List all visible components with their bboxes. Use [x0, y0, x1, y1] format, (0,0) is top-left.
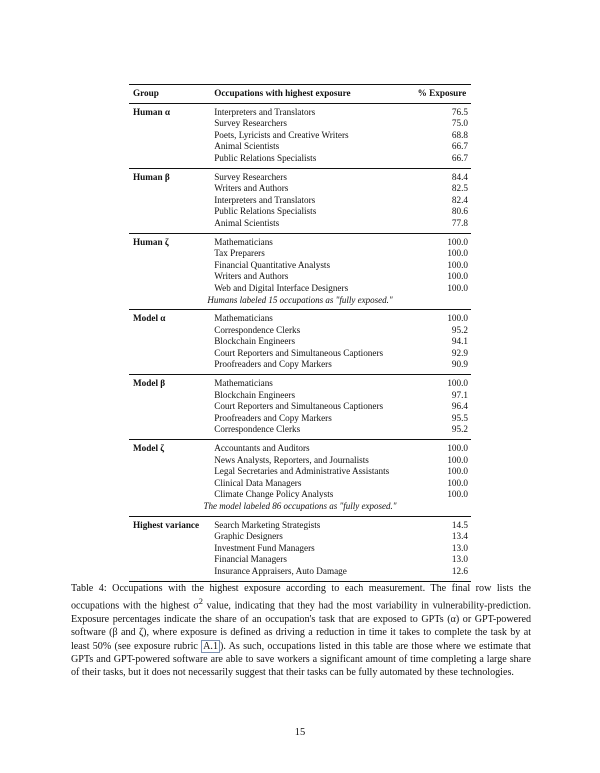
table-row	[129, 348, 471, 360]
group-label	[129, 141, 214, 153]
table-row	[129, 413, 471, 425]
group-label	[129, 554, 214, 566]
group-label: Human β	[133, 171, 170, 182]
occupation-cell: Proofreaders and Copy Markers	[214, 359, 332, 370]
table-row	[129, 168, 471, 183]
table-header-row	[129, 85, 471, 104]
group-label	[129, 466, 214, 478]
exposure-cell: 100.0	[447, 259, 468, 270]
exposure-cell: 95.5	[451, 412, 468, 423]
exposure-cell: 100.0	[447, 271, 468, 282]
group-label	[129, 566, 214, 581]
caption-text-2: value, indicating that they had the most variability in vulnerability-prediction. Exposure percentages indicate the share of an occupation's task that are exposed to GPTs (α) or GPT-powered software (β and ζ), where exposure is defined as driving a reduction in time it takes to complete the task by at least 50% (see exposure rubric	[71, 600, 531, 652]
exposure-cell: 95.2	[451, 424, 468, 435]
occupation-cell: Legal Secretaries and Administrative Assistants	[214, 466, 390, 477]
occupation-cell: Survey Researchers	[214, 118, 287, 129]
group-label	[129, 455, 214, 467]
occupation-cell: Poets, Lyricists and Creative Writers	[214, 129, 349, 140]
occupation-cell: Blockchain Engineers	[214, 389, 296, 400]
group-label	[129, 413, 214, 425]
table-row	[129, 424, 471, 439]
table-row	[129, 325, 471, 337]
occupation-cell: Public Relations Specialists	[214, 152, 317, 163]
group-label	[129, 130, 214, 142]
table-row	[129, 248, 471, 260]
exposure-cell: 13.0	[451, 542, 468, 553]
occupation-cell: Public Relations Specialists	[214, 206, 317, 217]
occupation-cell: Correspondence Clerks	[214, 324, 301, 335]
group-label	[129, 195, 214, 207]
table-group	[129, 310, 471, 375]
group-label	[129, 325, 214, 337]
occupation-cell: Survey Researchers	[214, 171, 287, 182]
table-row	[129, 218, 471, 233]
group-label	[129, 478, 214, 490]
table-row	[129, 206, 471, 218]
table-row	[129, 543, 471, 555]
occupation-cell: Web and Digital Interface Designers	[214, 282, 349, 293]
table-row	[129, 153, 471, 168]
exposure-cell: 68.8	[451, 129, 468, 140]
occupation-cell: Court Reporters and Simultaneous Captioners	[214, 347, 384, 358]
group-label: Highest variance	[133, 519, 200, 530]
exposure-cell: 82.5	[451, 183, 468, 194]
table-row	[129, 375, 471, 390]
group-label	[129, 543, 214, 555]
exposure-cell: 14.5	[451, 519, 468, 530]
exposure-cell: 92.9	[451, 347, 468, 358]
occupation-cell: Interpreters and Translators	[214, 194, 316, 205]
occupation-cell: Graphic Designers	[214, 531, 283, 542]
exposure-cell: 12.6	[451, 565, 468, 576]
table-row	[129, 336, 471, 348]
exposure-cell: 80.6	[451, 206, 468, 217]
table-group	[129, 375, 471, 440]
occupation-cell: Blockchain Engineers	[214, 336, 296, 347]
group-label: Human ζ	[133, 236, 169, 247]
exposure-cell: 94.1	[451, 336, 468, 347]
caption-text-1: Table 4: Occupations with the highest exposure according to each measurement. The final row lists the occupations with the highest σ	[71, 583, 531, 612]
group-label	[129, 248, 214, 260]
occupation-cell: Animal Scientists	[214, 217, 280, 228]
exposure-cell: 90.9	[451, 359, 468, 370]
table-group	[129, 233, 471, 310]
occupation-cell: Animal Scientists	[214, 141, 280, 152]
occupation-cell: Mathematicians	[214, 378, 273, 389]
header-group: Group	[133, 88, 159, 98]
occupation-cell: Financial Managers	[214, 554, 287, 565]
exposure-cell: 100.0	[447, 248, 468, 259]
group-note-row	[129, 295, 471, 310]
group-label	[129, 283, 214, 295]
occupation-cell: Mathematicians	[214, 313, 273, 324]
header-occupations: Occupations with highest exposure	[214, 88, 351, 98]
group-label	[129, 390, 214, 402]
exposure-cell: 100.0	[447, 282, 468, 293]
group-label	[129, 118, 214, 130]
exposure-cell: 84.4	[451, 171, 468, 182]
table-row	[129, 233, 471, 248]
table-row	[129, 103, 471, 118]
group-label	[129, 424, 214, 439]
occupation-cell: Clinical Data Managers	[214, 477, 302, 488]
exposure-cell: 100.0	[447, 236, 468, 247]
table-row	[129, 359, 471, 374]
table-row	[129, 130, 471, 142]
table-row	[129, 260, 471, 272]
group-label	[129, 271, 214, 283]
group-label	[129, 401, 214, 413]
group-label: Human α	[133, 106, 171, 117]
exposure-cell: 13.4	[451, 531, 468, 542]
group-label	[129, 218, 214, 233]
occupation-cell: Accountants and Auditors	[214, 443, 310, 454]
occupation-cell: Search Marketing Strategists	[214, 519, 321, 530]
group-label: Model α	[133, 313, 166, 324]
group-label	[129, 531, 214, 543]
group-label	[129, 336, 214, 348]
group-note-row	[129, 501, 471, 516]
rubric-reference-link[interactable]: A.1	[203, 640, 218, 652]
page-number: 15	[294, 727, 306, 738]
exposure-cell: 96.4	[451, 401, 468, 412]
header-exposure: % Exposure	[417, 88, 467, 98]
group-label	[129, 359, 214, 374]
table-group	[129, 516, 471, 581]
occupation-cell: Writers and Authors	[214, 183, 289, 194]
table-row	[129, 271, 471, 283]
exposure-cell: 100.0	[447, 443, 468, 454]
exposure-cell: 66.7	[451, 152, 468, 163]
exposure-cell: 100.0	[447, 378, 468, 389]
table-row	[129, 516, 471, 531]
exposure-cell: 100.0	[447, 477, 468, 488]
group-label	[129, 153, 214, 168]
occupation-cell: Writers and Authors	[214, 271, 289, 282]
exposure-cell: 75.0	[451, 118, 468, 129]
exposure-cell: 100.0	[447, 454, 468, 465]
group-label: Model ζ	[133, 443, 165, 454]
exposure-cell: 100.0	[447, 313, 468, 324]
table-caption	[71, 582, 531, 679]
group-label	[129, 183, 214, 195]
occupation-cell: Tax Preparers	[214, 248, 265, 259]
caption-superscript: 2	[198, 597, 203, 607]
table-row	[129, 455, 471, 467]
table-row	[129, 141, 471, 153]
occupation-cell: Insurance Appraisers, Auto Damage	[214, 565, 347, 576]
group-note: The model labeled 86 occupations as "fully exposed."	[203, 501, 397, 511]
occupation-cell: News Analysts, Reporters, and Journalists	[214, 454, 369, 465]
group-label	[129, 260, 214, 272]
occupation-cell: Climate Change Policy Analysts	[214, 489, 334, 500]
occupation-cell: Mathematicians	[214, 236, 273, 247]
group-label	[129, 206, 214, 218]
table-row	[129, 390, 471, 402]
exposure-cell: 82.4	[451, 194, 468, 205]
occupation-cell: Investment Fund Managers	[214, 542, 315, 553]
table-row	[129, 554, 471, 566]
table-row	[129, 195, 471, 207]
table-row	[129, 566, 471, 581]
exposure-table	[129, 84, 471, 582]
caption-text-3: ). As such, occupations listed in this table are those where we estimate that GPTs and GPT-powered software are able to save workers a significant amount of time completing a large share of their tasks, but it does not necessarily suggest that their tasks can be fully automated by these technologies.	[71, 640, 531, 679]
exposure-cell: 100.0	[447, 489, 468, 500]
exposure-cell: 66.7	[451, 141, 468, 152]
exposure-cell: 13.0	[451, 554, 468, 565]
occupation-cell: Interpreters and Translators	[214, 106, 316, 117]
exposure-cell: 77.8	[451, 217, 468, 228]
table-row	[129, 531, 471, 543]
exposure-cell: 97.1	[451, 389, 468, 400]
table-row	[129, 440, 471, 455]
group-label: Model β	[133, 378, 166, 389]
occupation-cell: Court Reporters and Simultaneous Captioners	[214, 401, 384, 412]
table-row	[129, 183, 471, 195]
exposure-cell: 100.0	[447, 466, 468, 477]
table-row	[129, 401, 471, 413]
table-row	[129, 466, 471, 478]
occupation-cell: Proofreaders and Copy Markers	[214, 412, 332, 423]
occupation-cell: Financial Quantitative Analysts	[214, 259, 331, 270]
table-group	[129, 103, 471, 168]
exposure-cell: 76.5	[451, 106, 468, 117]
table-row	[129, 478, 471, 490]
table-group	[129, 168, 471, 233]
group-note: Humans labeled 15 occupations as "fully exposed."	[207, 294, 393, 305]
table-row	[129, 283, 471, 295]
table-row	[129, 118, 471, 130]
exposure-cell: 95.2	[451, 324, 468, 335]
occupation-cell: Correspondence Clerks	[214, 424, 301, 435]
table-row	[129, 489, 471, 501]
table-group	[129, 440, 471, 517]
table-row	[129, 310, 471, 325]
group-label	[129, 489, 214, 501]
group-label	[129, 348, 214, 360]
